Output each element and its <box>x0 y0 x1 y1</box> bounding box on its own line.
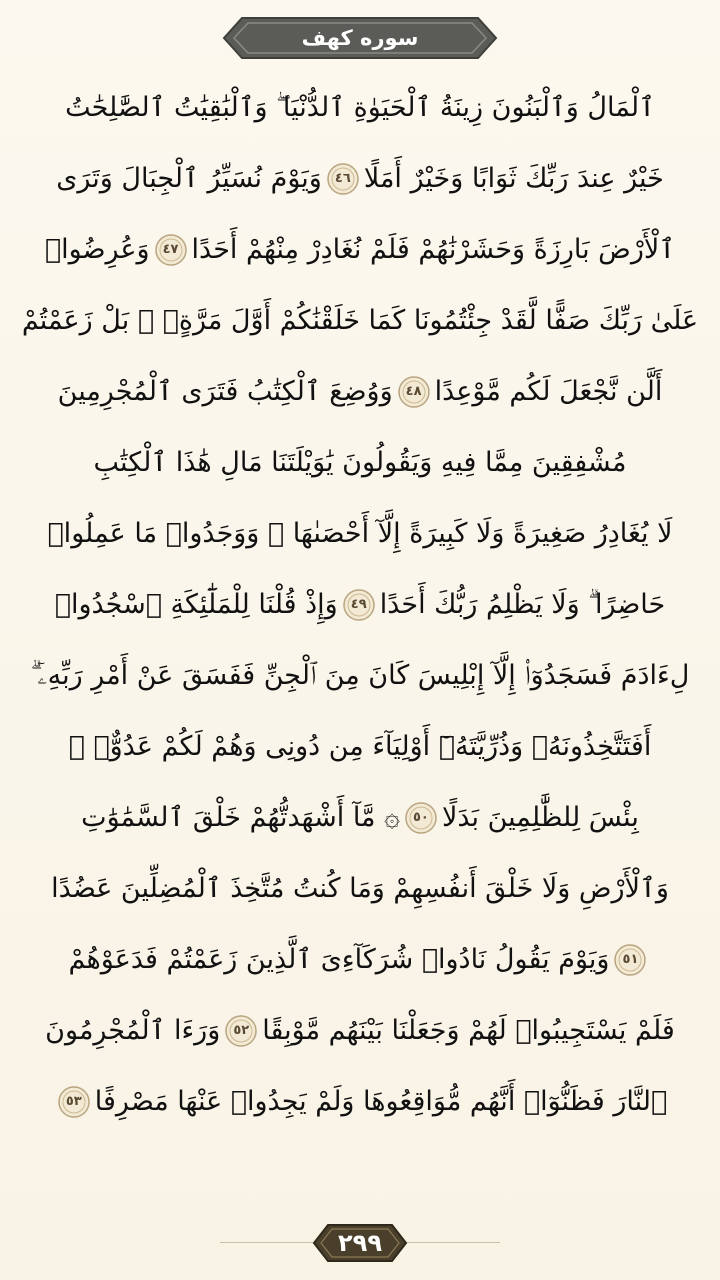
ayah-number-marker <box>224 1014 258 1048</box>
verse-text: ٱلْأَرْضَ بَارِزَةً وَحَشَرْنَٰهُمْ فَلَمْ نُغَادِرْ مِنْهُمْ أَحَدًا <box>191 234 676 265</box>
text-line <box>18 924 702 995</box>
verse-text: أَفَتَتَّخِذُونَهُۥ وَذُرِّيَّتَهُۥٓ أَوْلِيَآءَ مِن دُونِى وَهُمْ لَكُمْ عَدُوٌّۢ ۚ <box>68 731 652 762</box>
verse-text: لَا يُغَادِرُ صَغِيرَةً وَلَا كَبِيرَةً إِلَّآ أَحْصَىٰهَا ۚ وَوَجَدُوا۟ مَا عَمِلُوا۟ <box>47 518 673 549</box>
text-line <box>18 72 702 143</box>
ayah-number-marker <box>397 375 431 409</box>
surah-header-banner <box>220 14 500 62</box>
verse-text: لِءَادَمَ فَسَجَدُوٓا۟ إِلَّآ إِبْلِيسَ كَانَ مِنَ ٱلْجِنِّ فَفَسَقَ عَنْ أَمْرِ رَبِّهِۦٓ ۗ <box>30 659 690 691</box>
ayah-number: ٤٧ <box>162 242 179 257</box>
verse-text: مُشْفِقِينَ مِمَّا فِيهِ وَيَقُولُونَ يَٰوَيْلَتَنَا مَالِ هَٰذَا ٱلْكِتَٰبِ <box>93 447 627 478</box>
ayah-number-marker <box>154 233 188 267</box>
text-line <box>18 853 702 924</box>
text-line <box>18 285 702 356</box>
text-line <box>18 569 702 640</box>
verse-text: وَيَوْمَ يَقُولُ نَادُوا۟ شُرَكَآءِىَ ٱلَّذِينَ زَعَمْتُمْ فَدَعَوْهُمْ <box>68 944 610 975</box>
ayah-number-marker <box>57 1085 91 1119</box>
text-line <box>18 995 702 1066</box>
page-number: ۲۹۹ <box>338 1229 382 1257</box>
ayah-number: ٥٠ <box>413 810 429 825</box>
ayah-number-marker <box>404 801 438 835</box>
ayah-number-marker <box>342 588 376 622</box>
ayah-number: ٤٩ <box>350 597 367 612</box>
ayah-number: ٤٨ <box>405 384 422 399</box>
ayah-number: ٤٦ <box>334 171 351 186</box>
verse-text: وَإِذْ قُلْنَا لِلْمَلَٰٓئِكَةِ ٱسْجُدُوا۟ <box>54 589 338 620</box>
verse-text: وَعُرِضُوا۟ <box>44 234 150 265</box>
verse-text: وَيَوْمَ نُسَيِّرُ ٱلْجِبَالَ وَتَرَى <box>56 163 322 194</box>
verse-text: حَاضِرًا ۗ وَلَا يَظْلِمُ رَبُّكَ أَحَدًا <box>379 588 666 620</box>
verse-text: بِئْسَ لِلظَّٰلِمِينَ بَدَلًا <box>441 802 639 833</box>
page-number-badge <box>312 1222 408 1264</box>
verse-text: عَلَىٰ رَبِّكَ صَفًّا لَّقَدْ جِئْتُمُونَا كَمَا خَلَقْنَٰكُمْ أَوَّلَ مَرَّةٍۭ ۚ بَلْ زَعَمْتُمْ <box>21 305 699 336</box>
text-line <box>18 214 702 285</box>
text-line <box>18 143 702 214</box>
ayah-number-marker <box>613 943 647 977</box>
surah-title: سوره کهف <box>301 26 419 50</box>
text-line <box>18 427 702 498</box>
verse-text: ٱلنَّارَ فَظَنُّوٓا۟ أَنَّهُم مُّوَاقِعُوهَا وَلَمْ يَجِدُوا۟ عَنْهَا مَصْرِفًا <box>94 1086 668 1117</box>
text-line <box>18 782 702 853</box>
verse-text: ٱلْمَالُ وَٱلْبَنُونَ زِينَةُ ٱلْحَيَوٰةِ ٱلدُّنْيَا ۖ وَٱلْبَٰقِيَٰتُ ٱلصَّٰلِحَٰتُ <box>65 91 655 123</box>
text-line <box>18 498 702 569</box>
verse-text: وَٱلْأَرْضِ وَلَا خَلْقَ أَنفُسِهِمْ وَمَا كُنتُ مُتَّخِذَ ٱلْمُضِلِّينَ عَضُدًا <box>51 873 669 904</box>
text-line <box>18 1066 702 1137</box>
ayah-number: ٥٣ <box>65 1094 82 1109</box>
ayah-number-marker <box>326 162 360 196</box>
verse-text: وَرَءَا ٱلْمُجْرِمُونَ <box>45 1015 221 1046</box>
verse-text: وَوُضِعَ ٱلْكِتَٰبُ فَتَرَى ٱلْمُجْرِمِينَ <box>57 376 393 407</box>
ayah-number: ٥٢ <box>233 1023 250 1038</box>
verse-text: ۞ مَّآ أَشْهَدتُّهُمْ خَلْقَ ٱلسَّمَٰوَٰتِ <box>81 802 400 833</box>
verse-text: فَلَمْ يَسْتَجِيبُوا۟ لَهُمْ وَجَعَلْنَا بَيْنَهُم مَّوْبِقًا <box>262 1015 675 1046</box>
text-line <box>18 356 702 427</box>
text-line <box>18 640 702 711</box>
text-line <box>18 711 702 782</box>
quran-text-block <box>18 72 702 1137</box>
verse-text: خَيْرٌ عِندَ رَبِّكَ ثَوَابًا وَخَيْرٌ أَمَلًا <box>363 163 664 194</box>
ayah-number: ٥١ <box>622 952 639 967</box>
verse-text: أَلَّن نَّجْعَلَ لَكُم مَّوْعِدًا <box>434 376 663 407</box>
